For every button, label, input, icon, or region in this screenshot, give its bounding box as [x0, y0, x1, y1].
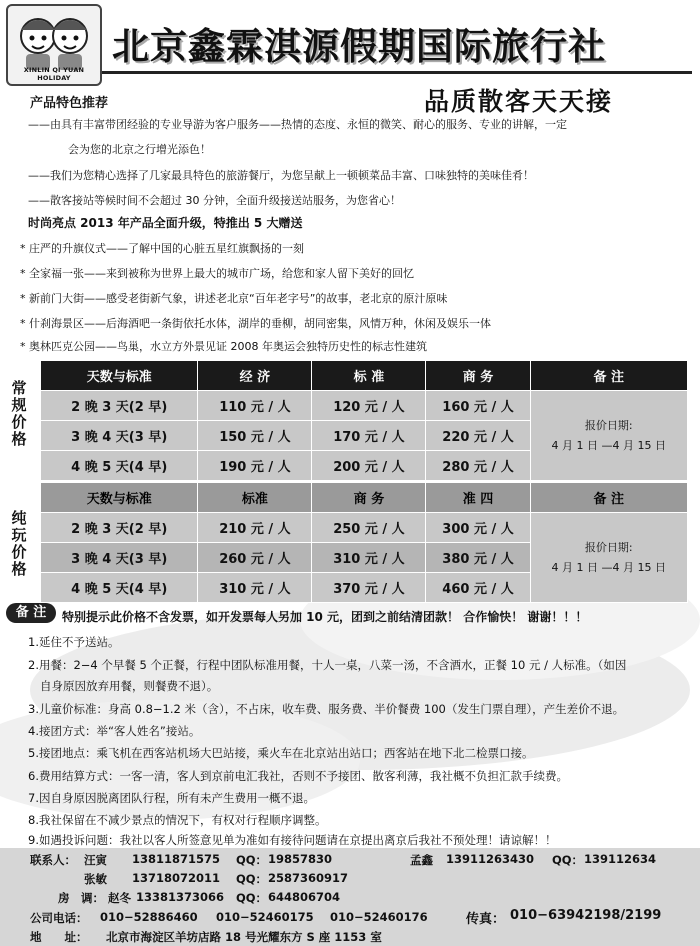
tour-price-table	[40, 482, 688, 603]
contact-phone[interactable]: 13718072011	[132, 871, 221, 885]
col-header: 备 注	[530, 361, 687, 391]
note-item: 4.接团方式：举“客人姓名”接站。	[28, 724, 201, 738]
col-header: 天数与标准	[41, 361, 198, 391]
gift-item: * 全家福一张——来到被称为世界上最大的城市广场，给您和家人留下美好的回忆	[20, 267, 414, 280]
contact-qq[interactable]: 139112634	[584, 852, 657, 866]
contact-qq[interactable]: 2587360917	[268, 871, 349, 885]
contact-phone[interactable]: 13811871575	[132, 852, 221, 866]
special-notice: 特别提示此价格不含发票，如开发票每人另加 10 元，团到之前结清团款！ 合作愉快！ 谢谢！！！	[62, 610, 588, 624]
address-label: 地 址：	[30, 930, 88, 944]
feature-line: 会为您的北京之行增光添色！	[68, 143, 211, 156]
qq-label: QQ：	[236, 891, 268, 905]
contact-footer	[0, 848, 700, 946]
table-cell: 3 晚 4 天(3 早)	[41, 543, 198, 573]
note-item: 9.如遇投诉问题：我社以客人所签意见单为准如有接待问题请在京提出离京后我社不预处理！请谅解！！	[28, 833, 557, 847]
quote-date-title: 报价日期:	[584, 418, 633, 432]
company-phone[interactable]: 010−52460176	[330, 910, 428, 924]
table-cell: 160 元 / 人	[426, 391, 530, 421]
qq-label: QQ：	[552, 853, 584, 867]
contact-phone[interactable]: 13381373066	[136, 890, 225, 904]
regular-price-table	[40, 360, 688, 481]
note-item: 5.接团地点：乘飞机在西客站机场大巴站接，乘火车在北京站出站口；西客站在地下北二检票口接。	[28, 746, 534, 760]
table-cell: 380 元 / 人	[426, 543, 530, 573]
contact-phone[interactable]: 13911263430	[446, 852, 535, 866]
note-item: 2.用餐：2−4 个早餐 5 个正餐，行程中团队标准用餐，十人一桌，八菜一汤，不含酒水，正餐 10 元 / 人标准。（如因	[28, 658, 627, 672]
contact-qq[interactable]: 644806704	[268, 890, 341, 904]
agency-logo	[6, 4, 102, 86]
quote-date-note	[530, 391, 687, 481]
note-item: 8.我社保留在不减少景点的情况下，有权对行程顺序调整。	[28, 813, 327, 827]
quote-date-range: 4 月 1 日 —4 月 15 日	[551, 438, 667, 452]
col-header: 天数与标准	[41, 483, 198, 513]
feature-line: ——由具有丰富带团经验的专业导游为客户服务——热情的态度、永恒的微笑、耐心的服务、专业的讲解，一定	[28, 118, 567, 131]
col-header: 商 务	[426, 361, 530, 391]
table-cell: 370 元 / 人	[312, 573, 426, 603]
contact-label: 联系人：	[30, 853, 76, 867]
feature-line: ——散客接站等候时间不会超过 30 分钟，全面升级接送站服务，为您省心！	[28, 194, 401, 207]
table-cell: 170 元 / 人	[312, 421, 426, 451]
table-cell: 120 元 / 人	[312, 391, 426, 421]
contact-name: 赵冬	[108, 891, 131, 905]
table-cell: 260 元 / 人	[198, 543, 312, 573]
mascot-icon	[8, 6, 100, 72]
table-cell: 2 晚 3 天(2 早)	[41, 391, 198, 421]
table-cell: 250 元 / 人	[312, 513, 426, 543]
header-divider	[102, 71, 692, 74]
address: 北京市海淀区羊坊店路 18 号光耀东方 S 座 1153 室	[106, 930, 382, 944]
table-cell: 300 元 / 人	[426, 513, 530, 543]
table-cell: 190 元 / 人	[198, 451, 312, 481]
quote-date-title: 报价日期:	[584, 540, 633, 554]
table-cell: 310 元 / 人	[312, 543, 426, 573]
table-cell: 280 元 / 人	[426, 451, 530, 481]
logo-caption: XINLIN QI YUAN HOLIDAY	[23, 66, 85, 82]
agency-name: 北京鑫霖淇源假期国际旅行社	[112, 25, 606, 68]
table-cell: 4 晚 5 天(4 早)	[41, 451, 198, 481]
contact-qq[interactable]: 19857830	[268, 852, 333, 866]
table-cell: 220 元 / 人	[426, 421, 530, 451]
contact-name: 张敏	[84, 872, 107, 886]
col-header: 经 济	[198, 361, 312, 391]
col-header: 商 务	[312, 483, 426, 513]
col-header: 准 四	[426, 483, 530, 513]
highlight-heading: 时尚亮点 2013 年产品全面升级，特推出 5 大赠送	[28, 216, 303, 230]
company-phone[interactable]: 010−52460175	[216, 910, 314, 924]
note-item: 自身原因放弃用餐，则餐费不退）。	[40, 679, 219, 693]
qq-label: QQ：	[236, 853, 268, 867]
gift-item: * 什刹海景区——后海酒吧一条街依托水体，湖岸的垂柳，胡同密集，风情万种，休闲及娱乐一体	[20, 317, 491, 330]
qq-label: QQ：	[236, 872, 268, 886]
contact-name: 孟鑫	[410, 853, 433, 867]
note-item: 3.儿童价标准：身高 0.8−1.2 米（含），不占床，收车费、服务费、半价餐费 100（发生门票自理），产生差价不退。	[28, 702, 625, 716]
room-label: 房 调：	[58, 891, 104, 905]
col-header: 标准	[198, 483, 312, 513]
table-cell: 4 晚 5 天(4 早)	[41, 573, 198, 603]
gift-item: * 奥林匹克公园——鸟巢，水立方外景见证 2008 年奥运会独特历史性的标志性建筑	[20, 340, 427, 353]
note-item: 7.因自身原因脱离团队行程，所有未产生费用一概不退。	[28, 791, 315, 805]
company-phone[interactable]: 010−52886460	[100, 910, 198, 924]
col-header: 备 注	[530, 483, 687, 513]
fax-label: 传真：	[466, 912, 506, 927]
table-cell: 310 元 / 人	[198, 573, 312, 603]
company-phone-label: 公司电话：	[30, 911, 88, 925]
table-cell: 150 元 / 人	[198, 421, 312, 451]
table-cell: 3 晚 4 天(3 早)	[41, 421, 198, 451]
col-header: 标 准	[312, 361, 426, 391]
table-cell: 460 元 / 人	[426, 573, 530, 603]
slogan: 品质散客天天接	[424, 87, 614, 116]
table-cell: 2 晚 3 天(2 早)	[41, 513, 198, 543]
note-item: 1.延住不予送站。	[28, 635, 120, 649]
table-cell: 110 元 / 人	[198, 391, 312, 421]
features-title: 产品特色推荐	[30, 96, 109, 111]
table-cell: 200 元 / 人	[312, 451, 426, 481]
feature-line: ——我们为您精心选择了几家最具特色的旅游餐厅，为您呈献上一顿顿菜品丰富、口味独特的美味佳肴！	[28, 169, 534, 182]
table-cell: 210 元 / 人	[198, 513, 312, 543]
quote-date-note	[530, 513, 687, 603]
note-item: 6.费用结算方式：一客一清，客人到京前电汇我社，否则不予接团、散客利薄，我社概不负担汇款手续费。	[28, 769, 568, 783]
gift-item: * 庄严的升旗仪式——了解中国的心脏五星红旗飘扬的一刻	[20, 242, 304, 255]
fax-number[interactable]: 010−63942198/2199	[510, 908, 662, 923]
regular-price-label: 常规价格	[11, 379, 27, 448]
contact-name: 汪寅	[84, 853, 107, 867]
quote-date-range: 4 月 1 日 —4 月 15 日	[551, 560, 667, 574]
tour-price-label: 纯玩价格	[11, 509, 27, 578]
notes-badge: 备 注	[6, 603, 56, 623]
gift-item: * 新前门大街——感受老街新气象，讲述老北京“百年老字号”的故事，老北京的原汁原味	[20, 292, 448, 305]
